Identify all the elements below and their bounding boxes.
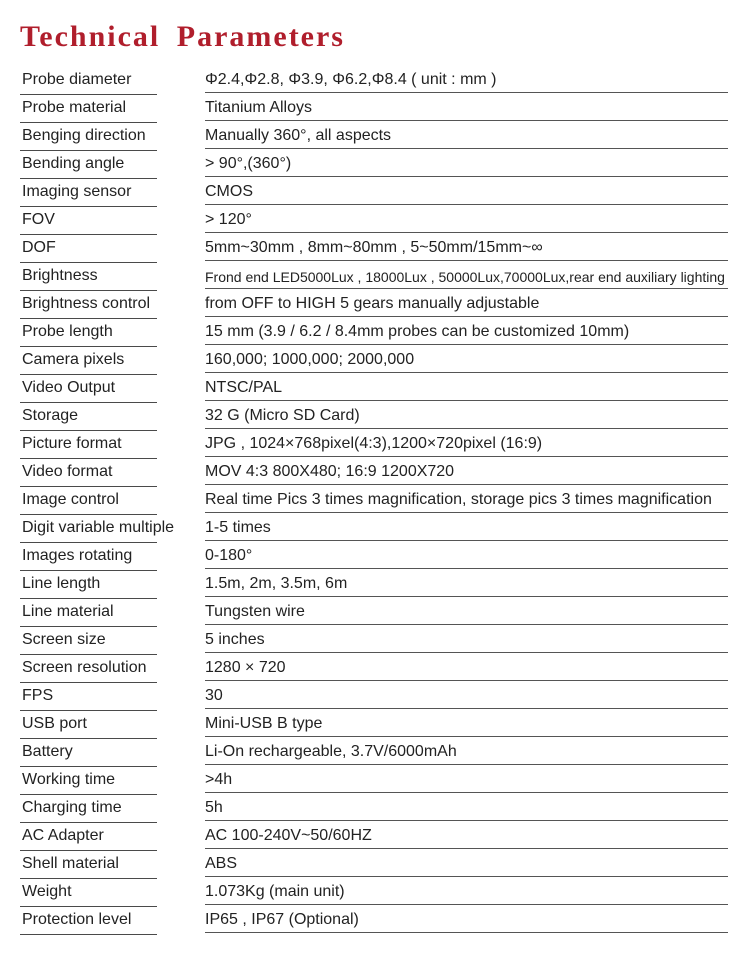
table-row [0, 263, 750, 291]
table-row [0, 823, 750, 851]
table-row [0, 711, 750, 739]
value-underline [205, 596, 728, 597]
value-underline [205, 148, 728, 149]
value-underline [205, 904, 728, 905]
value-underline [205, 736, 728, 737]
value-underline [205, 456, 728, 457]
row-label: AC Adapter [22, 827, 104, 844]
row-value: Mini-USB B type [205, 715, 323, 732]
row-value: >4h [205, 771, 233, 788]
table-row [0, 739, 750, 767]
spec-table [0, 67, 750, 935]
value-underline [205, 512, 728, 513]
value-underline [205, 680, 728, 681]
row-label: DOF [22, 239, 56, 256]
row-value: 5mm~30mm , 8mm~80mm , 5~50mm/15mm~∞ [205, 239, 543, 256]
table-row [0, 543, 750, 571]
table-row [0, 151, 750, 179]
table-row [0, 123, 750, 151]
row-value: from OFF to HIGH 5 gears manually adjustable [205, 295, 540, 312]
table-row [0, 683, 750, 711]
row-label: Line material [22, 603, 114, 620]
value-underline [205, 400, 728, 401]
row-value: CMOS [205, 183, 253, 200]
row-label: Charging time [22, 799, 122, 816]
row-label: Screen resolution [22, 659, 147, 676]
table-row [0, 851, 750, 879]
value-underline [205, 792, 728, 793]
value-underline [205, 288, 728, 289]
row-value: 5 inches [205, 631, 265, 648]
row-value: 1.073Kg (main unit) [205, 883, 345, 900]
value-underline [205, 708, 728, 709]
value-underline [205, 260, 728, 261]
row-value: 1-5 times [205, 519, 271, 536]
value-underline [205, 428, 728, 429]
row-label: Screen size [22, 631, 106, 648]
row-value: Φ2.4,Φ2.8, Φ3.9, Φ6.2,Φ8.4 ( unit : mm ) [205, 71, 497, 88]
row-value: IP65 , IP67 (Optional) [205, 911, 359, 928]
table-row [0, 767, 750, 795]
row-value: > 90°,(360°) [205, 155, 292, 172]
row-label: Protection level [22, 911, 132, 928]
table-row [0, 487, 750, 515]
value-underline [205, 764, 728, 765]
table-row [0, 627, 750, 655]
table-row [0, 599, 750, 627]
label-underline [20, 934, 157, 935]
row-label: Shell material [22, 855, 119, 872]
table-row [0, 571, 750, 599]
row-value: Li-On rechargeable, 3.7V/6000mAh [205, 743, 457, 760]
value-underline [205, 176, 728, 177]
row-label: Digit variable multiple [22, 519, 175, 536]
row-label: Video Output [22, 379, 116, 396]
value-underline [205, 540, 728, 541]
row-value: 15 mm (3.9 / 6.2 / 8.4mm probes can be customized 10mm) [205, 323, 630, 340]
value-underline [205, 316, 728, 317]
table-row [0, 879, 750, 907]
value-underline [205, 204, 728, 205]
value-underline [205, 652, 728, 653]
table-row [0, 515, 750, 543]
row-label: Brightness control [22, 295, 151, 312]
value-underline [205, 932, 728, 933]
table-row [0, 431, 750, 459]
row-label: Brightness [22, 267, 98, 284]
row-label: Camera pixels [22, 351, 125, 368]
row-value: 32 G (Micro SD Card) [205, 407, 360, 424]
table-row [0, 347, 750, 375]
value-underline [205, 344, 728, 345]
row-value: 0-180° [205, 547, 253, 564]
value-underline [205, 624, 728, 625]
row-value: 30 [205, 687, 223, 704]
row-label: Bending angle [22, 155, 125, 172]
value-underline [205, 820, 728, 821]
page-title: Technical Parameters [20, 20, 345, 53]
table-row [0, 319, 750, 347]
row-label: Probe material [22, 99, 127, 116]
row-value: 1280 × 720 [205, 659, 286, 676]
row-label: USB port [22, 715, 87, 732]
table-row [0, 655, 750, 683]
value-underline [205, 372, 728, 373]
table-row [0, 375, 750, 403]
row-label: FPS [22, 687, 54, 704]
row-label: Video format [22, 463, 113, 480]
table-row [0, 235, 750, 263]
row-label: Weight [22, 883, 72, 900]
row-label: Imaging sensor [22, 183, 132, 200]
row-label: Probe length [22, 323, 113, 340]
row-value: ABS [205, 855, 238, 872]
value-underline [205, 92, 728, 93]
row-label: Images rotating [22, 547, 133, 564]
row-label: Image control [22, 491, 119, 508]
value-underline [205, 232, 728, 233]
table-row [0, 179, 750, 207]
row-value: Frond end LED5000Lux , 18000Lux , 50000Lux,70000Lux,rear end auxiliary lighting [205, 269, 725, 285]
row-value: MOV 4:3 800X480; 16:9 1200X720 [205, 463, 455, 480]
table-row [0, 67, 750, 95]
row-value: > 120° [205, 211, 252, 228]
row-label: Benging direction [22, 127, 146, 144]
table-row [0, 403, 750, 431]
row-label: Battery [22, 743, 73, 760]
table-row [0, 207, 750, 235]
row-label: Working time [22, 771, 116, 788]
row-label: Storage [22, 407, 79, 424]
row-value: Real time Pics 3 times magnification, storage pics 3 times magnification [205, 491, 712, 508]
table-row [0, 907, 750, 935]
row-value: NTSC/PAL [205, 379, 283, 396]
row-value: Manually 360°, all aspects [205, 127, 392, 144]
value-underline [205, 120, 728, 121]
table-row [0, 459, 750, 487]
row-label: Line length [22, 575, 101, 592]
row-value: 1.5m, 2m, 3.5m, 6m [205, 575, 348, 592]
table-row [0, 291, 750, 319]
table-row [0, 795, 750, 823]
value-underline [205, 876, 728, 877]
row-value: 5h [205, 799, 223, 816]
row-value: Titanium Alloys [205, 99, 312, 116]
value-underline [205, 484, 728, 485]
row-value: Tungsten wire [205, 603, 305, 620]
row-label: Probe diameter [22, 71, 132, 88]
row-value: AC 100-240V~50/60HZ [205, 827, 372, 844]
row-label: FOV [22, 211, 55, 228]
value-underline [205, 848, 728, 849]
table-row [0, 95, 750, 123]
row-label: Picture format [22, 435, 122, 452]
row-value: JPG , 1024×768pixel(4:3),1200×720pixel (16:9) [205, 435, 543, 452]
row-value: 160,000; 1000,000; 2000,000 [205, 351, 415, 368]
value-underline [205, 568, 728, 569]
